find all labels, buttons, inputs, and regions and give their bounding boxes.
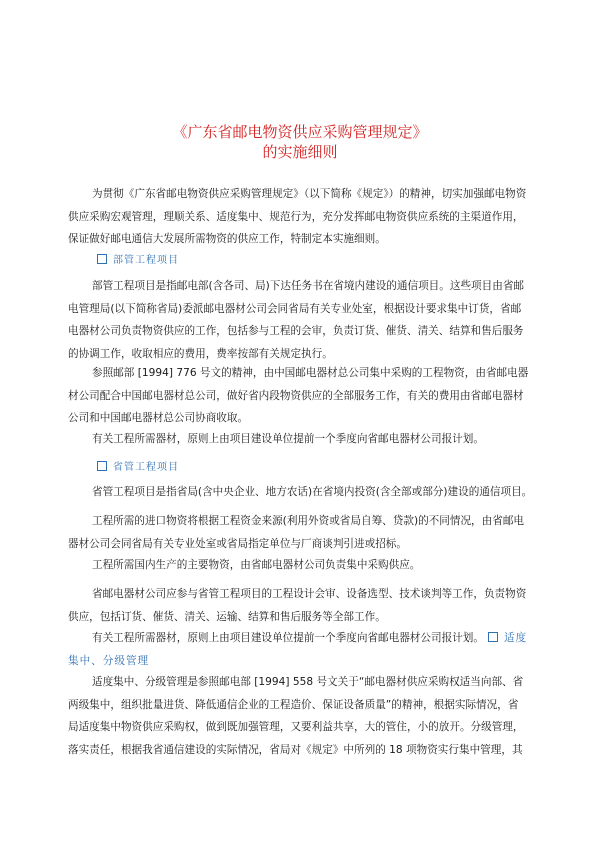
section-heading-ministry-projects (97, 254, 179, 268)
paragraph-ministry-projects (68, 275, 542, 365)
section-heading-label: 适度 (503, 632, 528, 644)
paragraph-line: 供应采购宏观管理，理顺关系、适度集中、规范行为，充分发挥邮电物资供应系统的主渠道作用， (68, 210, 524, 223)
checkbox-square-icon (97, 254, 107, 264)
document-title: 《广东省邮电物资供应采购管理规定》 (172, 123, 428, 141)
paragraph-line: 保证做好邮电通信大发展所需物资的供应工作，特制定本实施细则。 (68, 233, 386, 245)
paragraph-line: 落实责任，根据我省通信建设的实际情况，省局对《规定》中所列的 18 项物资实行集中管理，其 (68, 743, 523, 756)
paragraph-line: 适度集中、分级管理是参照邮电部 [1994] 558 号文关于“邮电器材供应采购权适当向部、省 (92, 676, 524, 688)
paragraph-domestic-materials (68, 554, 542, 577)
paragraph-line: 部管工程项目是指邮电部(含各司、局)下达任务书在省境内建设的通信项目。这些项目由省邮 (92, 280, 525, 292)
document-subtitle: 的实施细则 (262, 143, 338, 161)
paragraph-line: 两级集中，组织批量进货、降低通信企业的工程造价、保证设备质量”的精神，根据实际情况，省 (68, 698, 519, 711)
paragraph-line (68, 627, 542, 650)
section-heading-label: 省管工程项目 (113, 462, 179, 473)
section-heading-label: 部管工程项目 (113, 255, 179, 266)
section-heading-moderate-centralization (484, 632, 527, 644)
paragraph-line: 省邮电器材公司应参与省管工程项目的工程设计会审、设备选型、技术谈判等工作，负责物资 (92, 588, 527, 600)
paragraph-line: 器材公司会同省局有关专业处室或省局指定单位与厂商谈判引进或招标。 (68, 537, 407, 550)
checkbox-square-icon (488, 632, 498, 642)
paragraph-line: 供应，包括订货、催货、清关、运输、结算和售后服务等全部工作。 (68, 610, 386, 623)
paragraph-moderate-centralization (68, 671, 542, 761)
section-heading-continuation: 集中、分级管理 (68, 654, 150, 667)
paragraph-line: 省管工程项目是指省局(含中央企业、地方农话)在省境内投资(含全部或部分)建设的通信项目。 (92, 486, 533, 498)
paragraph-text: 有关工程所需器材，原则上由项目建设单位提前一个季度向省邮电器材公司报计划。 (92, 632, 484, 644)
paragraph-line: 工程所需的进口物资将根据工程资金来源(利用外资或省局自筹、贷款)的不同情况，由省邮电 (92, 515, 525, 527)
paragraph-import-materials (68, 510, 542, 555)
paragraph-line: 的协调工作，收取相应的费用，费率按部有关规定执行。 (68, 347, 333, 360)
paragraph-line: 电器材公司负责物资供应的工作，包括参与工程的会审，负责订货、催货、清关、结算和售后服务 (68, 325, 524, 337)
paragraph-line: 工程所需国内生产的主要物资，由省邮电器材公司负责集中采购供应。 (92, 559, 421, 571)
paragraph-equipment-company-duties (68, 583, 542, 628)
paragraph-line: 为贯彻《广东省邮电物资供应采购管理规定》（以下简称《规定》）的精神，切实加强邮电物资 (92, 188, 527, 200)
paragraph-line: 有关工程所需器材，原则上由项目建设单位提前一个季度向省邮电器材公司报计划。 (92, 433, 484, 445)
checkbox-square-icon (97, 461, 107, 471)
paragraph-line: 材公司配合中国邮电器材总公司，做好省内段物资供应的全部服务工作，有关的费用由省邮电器材 (68, 389, 524, 402)
paragraph-reference-776 (68, 362, 542, 430)
section-heading-provincial-projects (97, 461, 179, 475)
paragraph-line: 参照邮部 [1994] 776 号文的精神，由中国邮电器材总公司集中采购的工程物资，由省邮电器 (92, 367, 529, 379)
paragraph-plan-report-1 (68, 428, 542, 451)
paragraph-line: 公司和中国邮电器材总公司协商收取。 (68, 412, 249, 424)
paragraph-line: 局适度集中物资供应采购权，做到既加强管理，又要利益共享，大的管住，小的放开。分级管理， (68, 721, 524, 733)
paragraph-plan-report-2 (68, 627, 542, 672)
paragraph-line: 电管理局(以下简称省局)委派邮电器材公司会同省局有关专业处室，根据设计要求集中订货，省邮 (68, 302, 522, 315)
paragraph-intro (68, 183, 542, 251)
paragraph-provincial-projects (68, 481, 542, 504)
